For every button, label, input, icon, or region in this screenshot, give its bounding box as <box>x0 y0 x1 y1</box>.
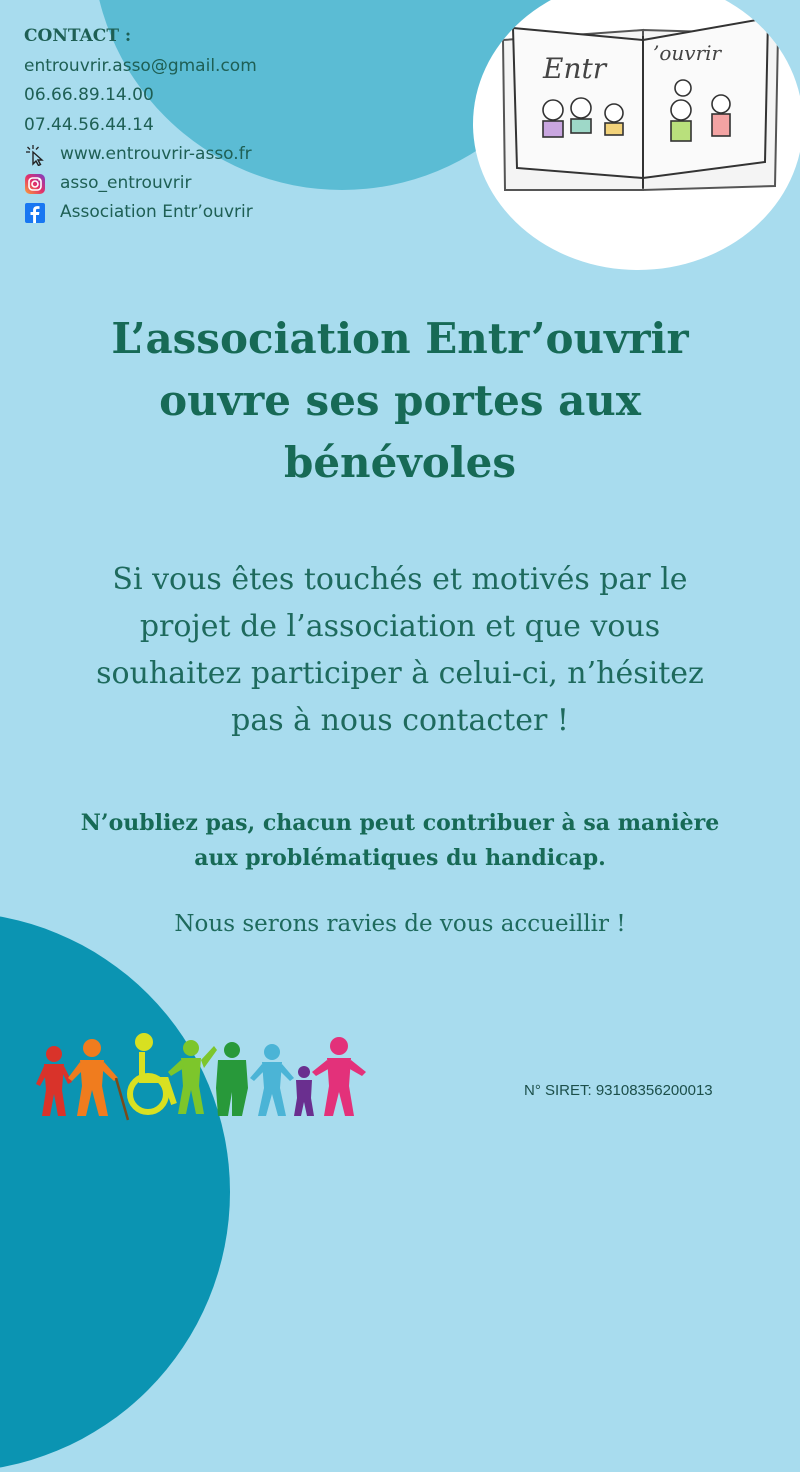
siret-number: N° SIRET: 93108356200013 <box>524 1082 713 1099</box>
logo-text-left: Entr <box>543 52 607 85</box>
note-line: N’oubliez pas, chacun peut contribuer à sa manière <box>80 810 720 836</box>
highlight-note <box>20 806 780 876</box>
person-figure <box>250 1044 294 1116</box>
contact-heading: CONTACT : <box>24 26 132 46</box>
contact-block <box>24 22 257 227</box>
person-figure <box>312 1037 366 1116</box>
intro-line: projet de l’association et que vous <box>139 609 661 644</box>
intro-paragraph <box>30 556 770 744</box>
logo-badge <box>473 0 800 270</box>
child-figure <box>294 1066 314 1116</box>
title-line: bénévoles <box>283 438 517 487</box>
website-link[interactable] <box>24 140 257 169</box>
open-book-logo <box>473 0 800 270</box>
instagram-icon <box>24 173 46 195</box>
logo-text-right: ’ouvrir <box>653 41 722 65</box>
title-line: ouvre ses portes aux <box>159 376 641 425</box>
website-label: www.entrouvrir-asso.fr <box>60 143 252 164</box>
facebook-link[interactable] <box>24 198 257 227</box>
page-title <box>0 308 800 494</box>
title-line: L’association Entr’ouvrir <box>111 314 689 363</box>
instagram-link[interactable] <box>24 169 257 198</box>
intro-line: souhaitez participer à celui-ci, n’hésitez <box>96 656 704 691</box>
decorative-blob-bottom <box>0 912 230 1472</box>
person-figure-cane <box>68 1039 128 1120</box>
instagram-label: asso_entrouvrir <box>60 172 192 193</box>
diverse-people-illustration <box>36 1028 376 1123</box>
intro-line: Si vous êtes touchés et motivés par le <box>112 562 688 597</box>
person-figure <box>216 1042 248 1116</box>
wheelchair-figure <box>130 1036 174 1112</box>
note-line: aux problématiques du handicap. <box>194 845 606 871</box>
contact-phone-1[interactable]: 06.66.89.14.00 <box>24 85 154 105</box>
welcome-message: Nous serons ravies de vous accueillir ! <box>174 911 626 937</box>
cursor-click-icon <box>24 144 46 166</box>
facebook-icon <box>24 202 46 224</box>
contact-email[interactable]: entrouvrir.asso@gmail.com <box>24 55 257 76</box>
facebook-label: Association Entr’ouvrir <box>60 201 253 222</box>
contact-phone-2[interactable]: 07.44.56.44.14 <box>24 114 154 135</box>
person-figure <box>36 1046 72 1116</box>
intro-line: pas à nous contacter ! <box>231 703 569 738</box>
